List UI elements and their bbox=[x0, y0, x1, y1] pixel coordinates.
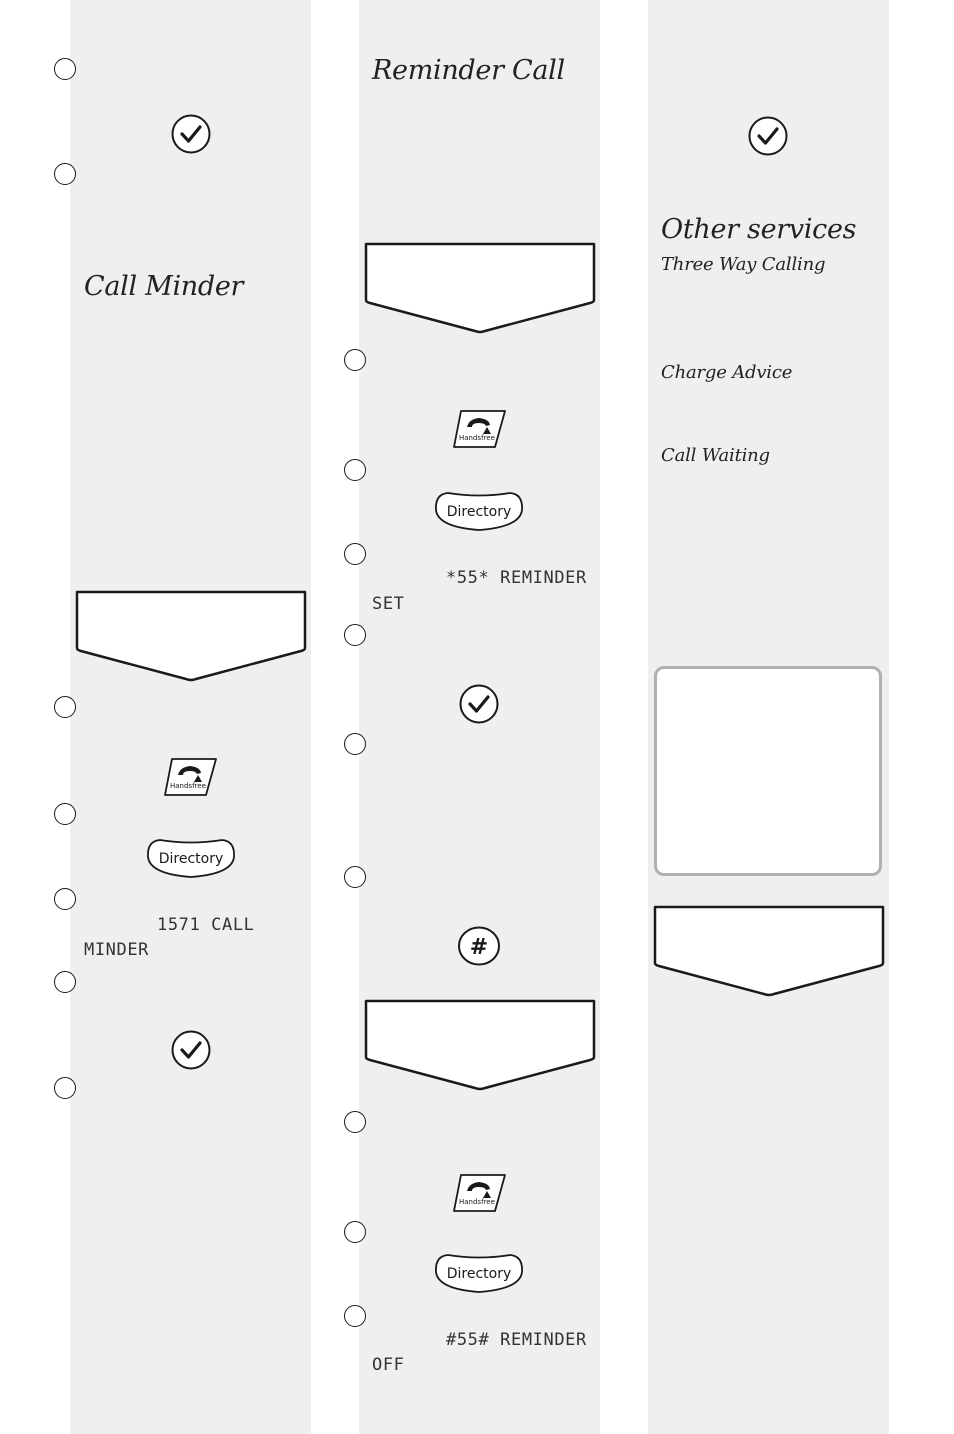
step-bullet bbox=[54, 888, 76, 910]
handsfree-key-icon bbox=[451, 408, 507, 450]
directory-label: Directory bbox=[446, 504, 512, 520]
hash-symbol: # bbox=[469, 935, 489, 960]
screen-display-shape bbox=[653, 905, 885, 999]
screen-display-shape bbox=[364, 999, 596, 1093]
ok-check-key-icon bbox=[458, 683, 500, 725]
step-bullet bbox=[344, 459, 366, 481]
step-bullet bbox=[54, 803, 76, 825]
directory-key-icon bbox=[432, 1251, 526, 1295]
step-bullet bbox=[344, 624, 366, 646]
directory-key-icon bbox=[144, 836, 238, 880]
step-bullet bbox=[54, 696, 76, 718]
charge-advice-heading: Charge Advice bbox=[661, 362, 793, 383]
handsfree-label: Handsfree bbox=[459, 1198, 495, 1206]
display-text-line2: SET bbox=[372, 594, 405, 614]
note-box bbox=[654, 666, 882, 876]
screen-display-shape bbox=[75, 590, 307, 684]
reminder-call-heading: Reminder Call bbox=[372, 55, 565, 86]
call-waiting-heading: Call Waiting bbox=[661, 445, 770, 466]
step-bullet bbox=[344, 866, 366, 888]
display-text-line1: #55# REMINDER bbox=[446, 1330, 587, 1350]
ok-check-key-icon bbox=[747, 115, 789, 157]
step-bullet bbox=[54, 58, 76, 80]
display-text-line2: MINDER bbox=[84, 940, 150, 960]
step-bullet bbox=[344, 349, 366, 371]
directory-key-icon bbox=[432, 489, 526, 533]
display-text-line1: *55* REMINDER bbox=[446, 568, 587, 588]
left-column bbox=[70, 0, 311, 1434]
three-way-calling-heading: Three Way Calling bbox=[661, 254, 826, 275]
ok-check-key-icon bbox=[170, 113, 212, 155]
other-services-heading: Other services bbox=[661, 214, 857, 245]
handsfree-label: Handsfree bbox=[170, 782, 206, 790]
directory-label: Directory bbox=[446, 1266, 512, 1282]
display-text-line1: 1571 CALL bbox=[157, 915, 255, 935]
hash-key-icon bbox=[457, 925, 501, 967]
handsfree-label: Handsfree bbox=[459, 434, 495, 442]
call-minder-heading: Call Minder bbox=[84, 271, 244, 302]
directory-label: Directory bbox=[158, 851, 224, 867]
screen-display-shape bbox=[364, 242, 596, 336]
display-text-line2: OFF bbox=[372, 1355, 405, 1375]
step-bullet bbox=[344, 1111, 366, 1133]
ok-check-key-icon bbox=[170, 1029, 212, 1071]
step-bullet bbox=[54, 163, 76, 185]
step-bullet bbox=[54, 1077, 76, 1099]
handsfree-key-icon bbox=[162, 756, 218, 798]
step-bullet bbox=[344, 1305, 366, 1327]
step-bullet bbox=[54, 971, 76, 993]
step-bullet bbox=[344, 1221, 366, 1243]
step-bullet bbox=[344, 733, 366, 755]
step-bullet bbox=[344, 543, 366, 565]
handsfree-key-icon bbox=[451, 1172, 507, 1214]
